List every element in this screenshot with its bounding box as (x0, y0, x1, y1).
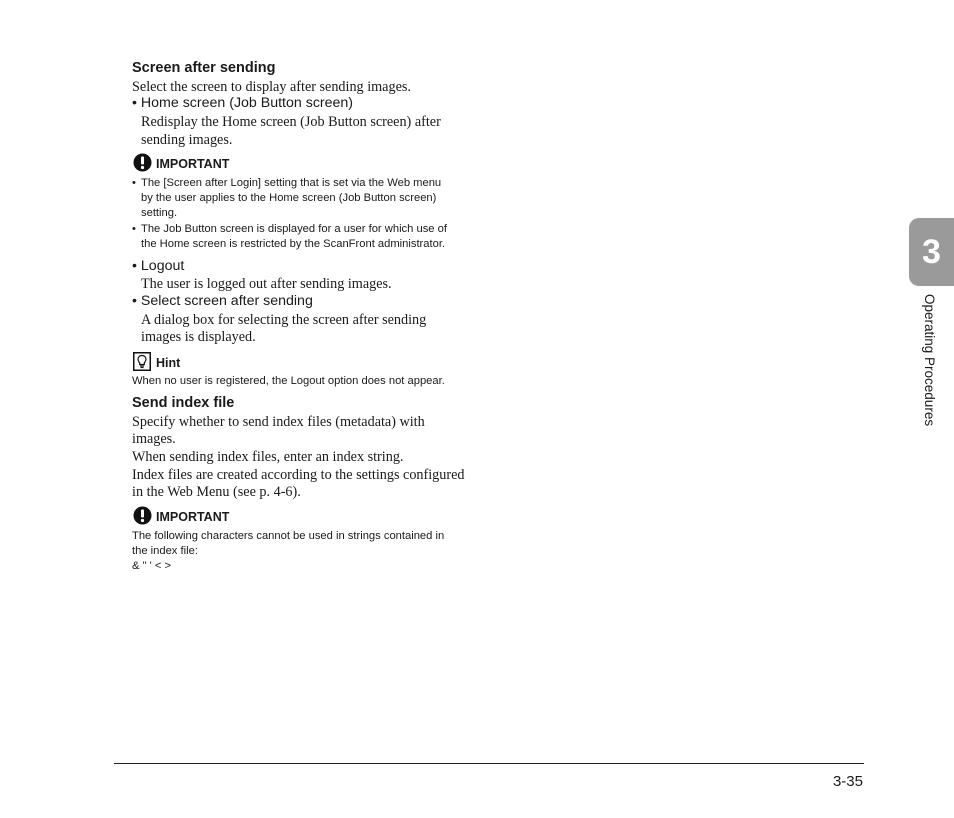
option-select-screen: • Select screen after sending (132, 293, 313, 309)
send-index-line-5: in the Web Menu (see p. 4-6). (132, 484, 301, 500)
important-title: IMPORTANT (156, 157, 230, 171)
list-item: • The Job Button screen is displayed for a user for which use of the Home screen is restricted by the ScanFront administrator. (132, 222, 477, 252)
section-heading-screen-after-sending: Screen after sending (132, 60, 276, 76)
option-logout: • Logout (132, 258, 185, 274)
chapter-number: 3 (922, 232, 941, 271)
important-text-line-1: The following characters cannot be used in strings contained in (132, 530, 445, 542)
option-select-screen-desc-2: images is displayed. (141, 329, 256, 345)
important-text-line-3: & " ' < > (132, 560, 172, 572)
option-home-screen: • Home screen (Job Button screen) (132, 95, 354, 111)
footer-divider (114, 763, 864, 764)
hint-title: Hint (156, 356, 181, 370)
important-text-line-2: the index file: (132, 545, 198, 557)
important-title: IMPORTANT (156, 510, 230, 524)
send-index-line-2: images. (132, 431, 176, 447)
important-list (132, 176, 477, 252)
send-index-line-1: Specify whether to send index files (metadata) with (132, 414, 425, 430)
lightbulb-icon (133, 352, 151, 371)
page-number: 3-35 (832, 773, 863, 790)
send-index-line-3: When sending index files, enter an index string. (132, 449, 404, 465)
exclamation-icon (133, 506, 152, 525)
exclamation-icon (133, 153, 152, 172)
option-logout-desc: The user is logged out after sending images. (141, 276, 392, 292)
chapter-tab (909, 218, 954, 286)
send-index-line-4: Index files are created according to the settings configured (132, 467, 465, 483)
hint-text: When no user is registered, the Logout option does not appear. (132, 375, 445, 387)
chapter-label: Operating Procedures (922, 294, 937, 427)
section-intro: Select the screen to display after sending images. (132, 79, 411, 95)
option-home-screen-desc-1: Redisplay the Home screen (Job Button screen) after (141, 114, 441, 130)
section-heading-send-index-file: Send index file (132, 395, 235, 411)
option-select-screen-desc-1: A dialog box for selecting the screen after sending (141, 312, 427, 328)
option-home-screen-desc-2: sending images. (141, 132, 233, 148)
list-item: • The [Screen after Login] setting that is set via the Web menu by the user applies to the Home screen (Job Button screen) setting. (132, 176, 477, 221)
